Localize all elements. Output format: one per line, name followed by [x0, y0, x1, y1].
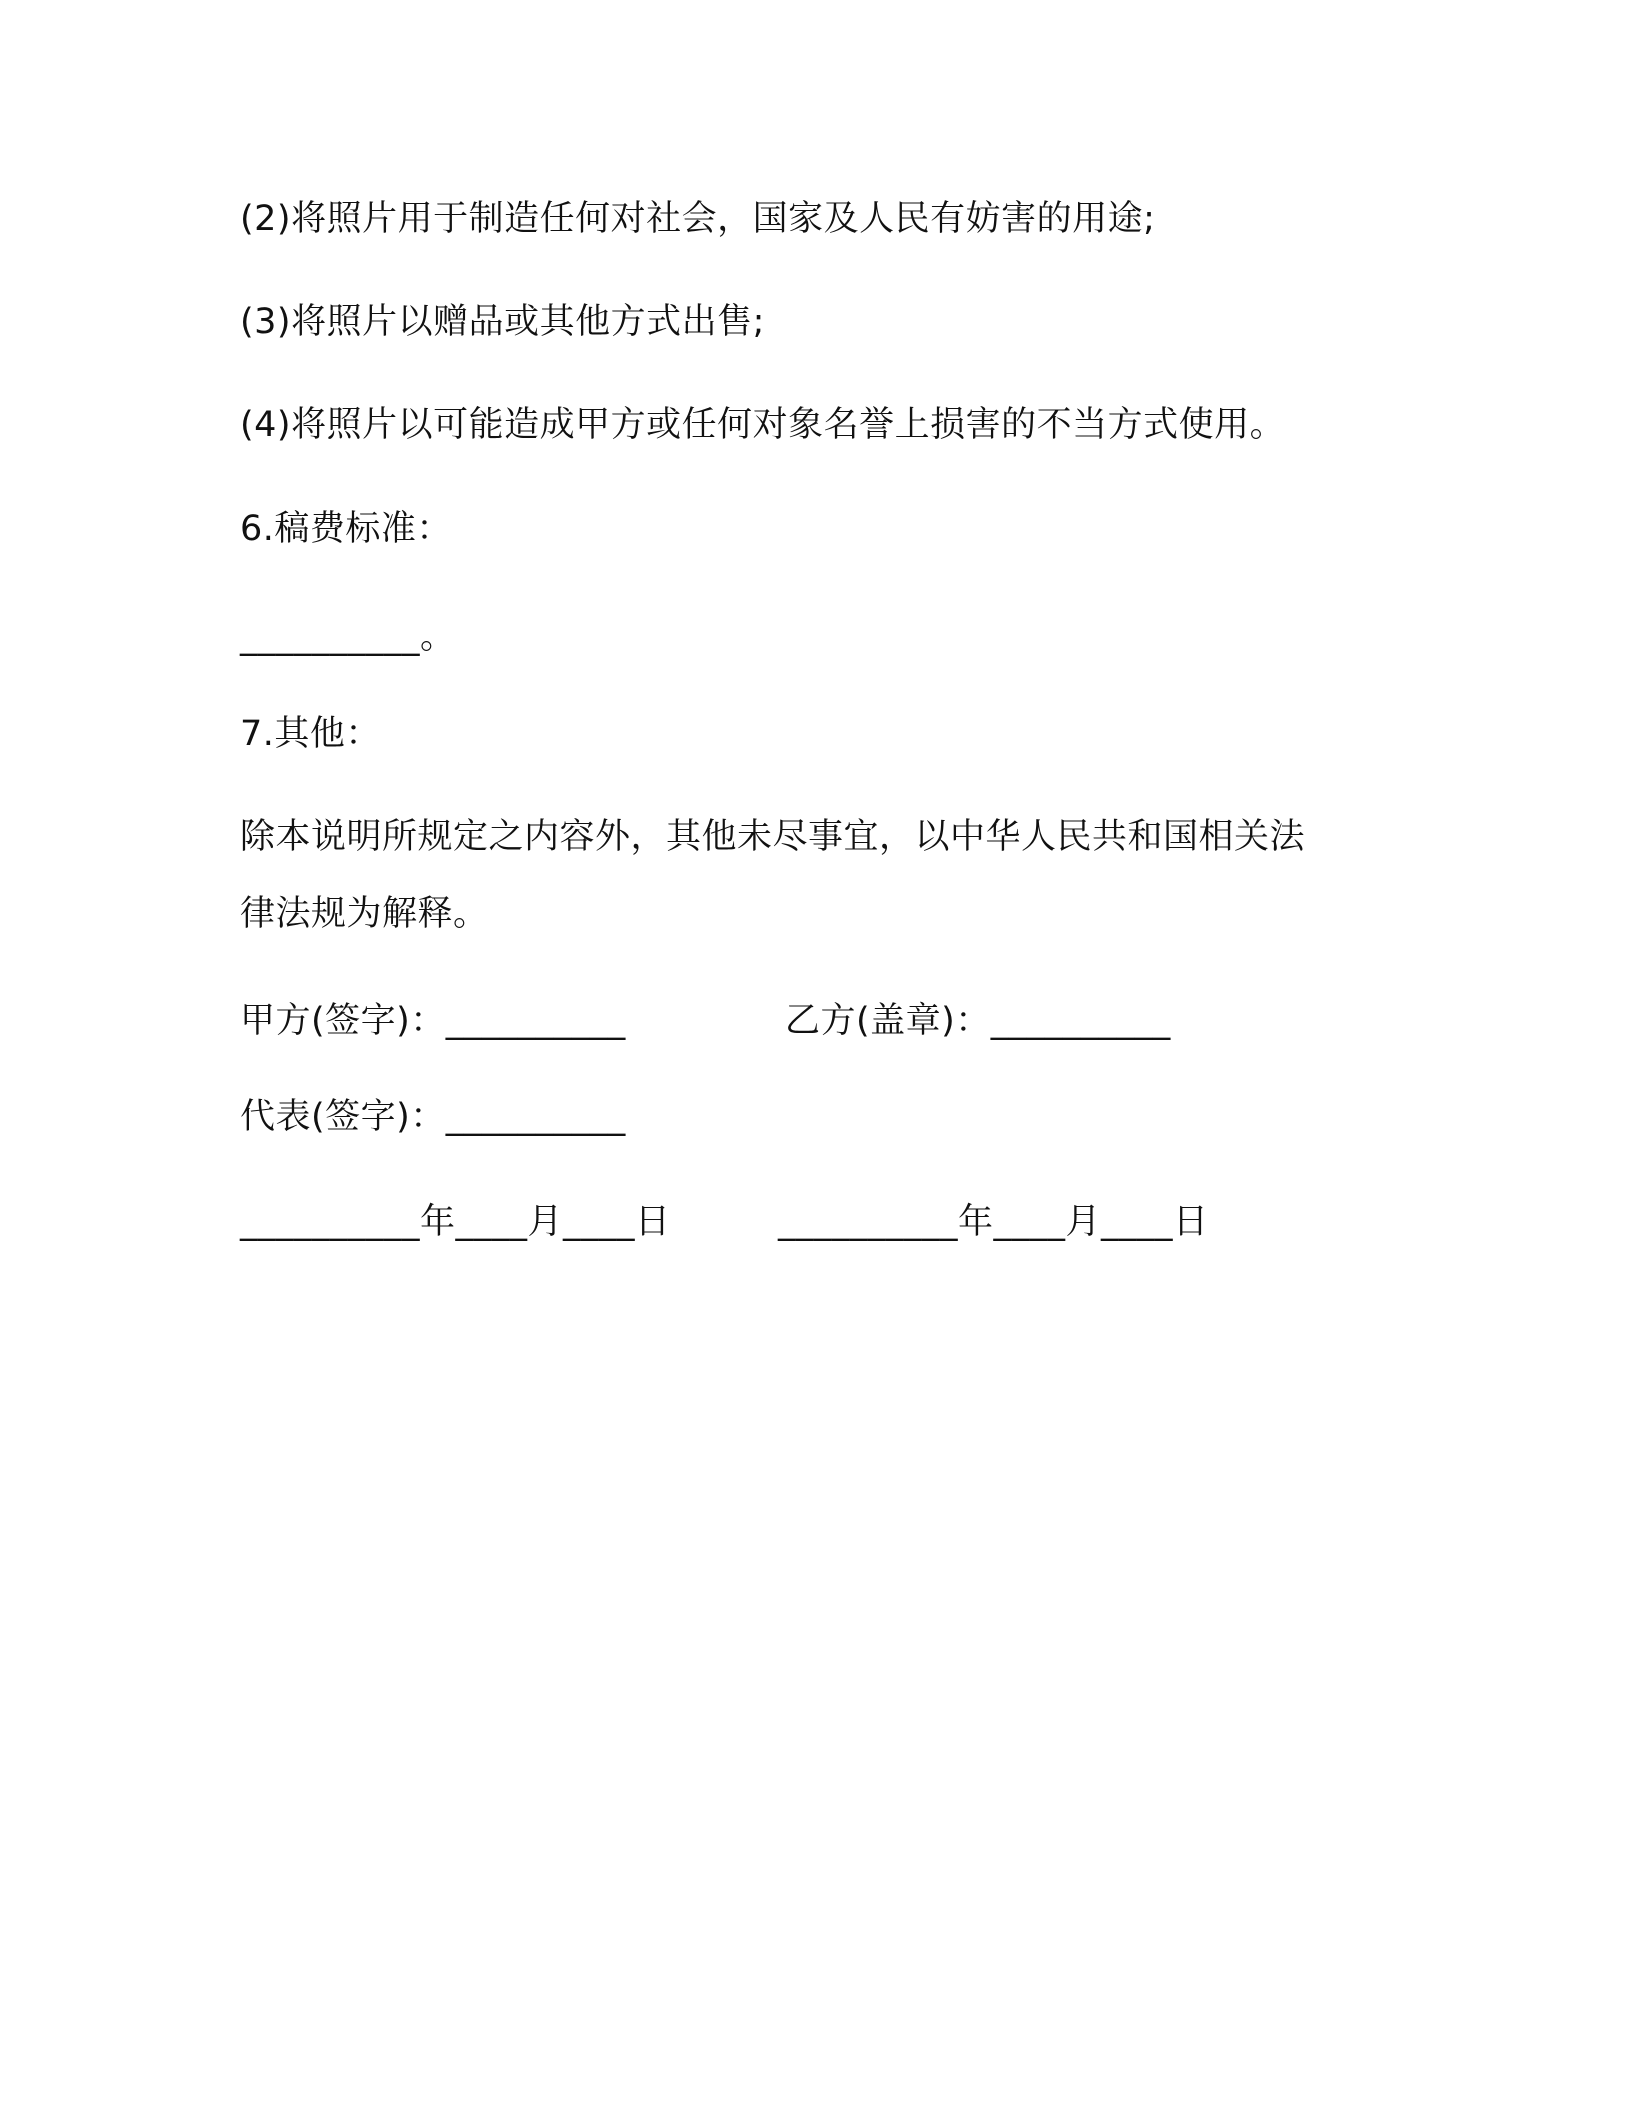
clause-item-2: (2)将照片用于制造任何对社会，国家及人民有妨害的用途;: [240, 199, 1156, 239]
clause-item-3: (3)将照片以赠品或其他方式出售;: [240, 302, 765, 342]
representative-signature: 代表(签字)：__________: [240, 1097, 626, 1137]
fee-blank: __________。: [240, 617, 456, 657]
section-7-body-line-2: 律法规为解释。: [240, 894, 489, 934]
party-a-signature: 甲方(签字)：__________: [240, 1001, 626, 1041]
party-b-seal: 乙方(盖章)：__________: [785, 1001, 1171, 1041]
section-7-title: 7.其他：: [240, 714, 381, 754]
section-6-title: 6.稿费标准：: [240, 509, 452, 549]
date-line-party-a: __________年____月____日: [240, 1202, 671, 1242]
clause-item-4: (4)将照片以可能造成甲方或任何对象名誉上损害的不当方式使用。: [240, 405, 1286, 445]
date-line-party-b: __________年____月____日: [778, 1202, 1209, 1242]
section-7-body-line-1: 除本说明所规定之内容外，其他未尽事宜，以中华人民共和国相关法: [240, 817, 1306, 857]
